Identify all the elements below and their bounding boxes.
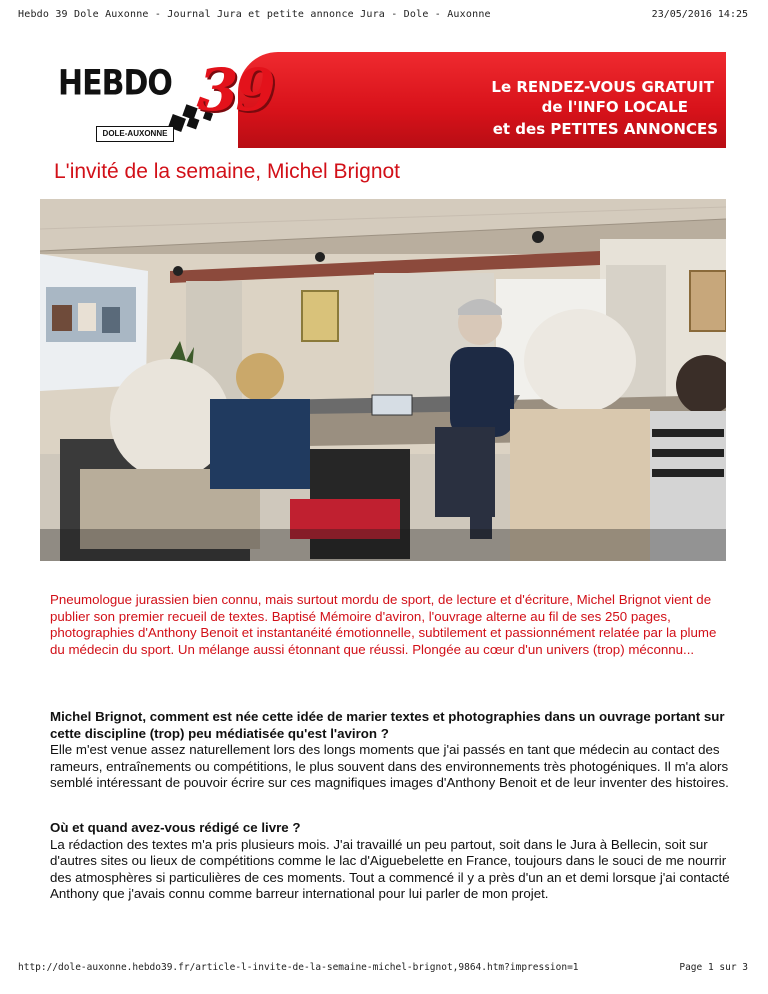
tagline-line-1: Le RENDEZ-VOUS GRATUIT xyxy=(491,78,714,96)
logo-number: 39 xyxy=(198,56,273,124)
print-header xyxy=(0,0,768,22)
logo-word: HEBDO xyxy=(58,63,172,104)
tagline-line-2: de l'INFO LOCALE xyxy=(541,98,688,116)
tagline-line-3: et des PETITES ANNONCES xyxy=(492,120,718,138)
qa-block-1 xyxy=(50,709,730,792)
print-datetime: 23/05/2016 14:25 xyxy=(651,9,748,20)
qa-block-2 xyxy=(50,820,730,903)
question-1: Michel Brignot, comment est née cette idée de marier textes et photographies dans un ouvrage portant sur cette discipline (trop) peu médiatisée qu'est l'aviron ? xyxy=(50,709,725,741)
site-banner[interactable] xyxy=(48,52,726,148)
banner-tagline-panel xyxy=(238,52,726,148)
logo-city: DOLE-AUXONNE xyxy=(96,126,174,142)
question-2: Où et quand avez-vous rédigé ce livre ? xyxy=(50,820,301,835)
answer-2: La rédaction des textes m'a pris plusieurs mois. J'ai travaillé un peu partout, soit dans le Jura à Bellecin, soit sur d'autres sites ou lieux de compétitions comme le lac d'Aiguebelette en France, toujours dans le souci de me nourrir des atmosphères si particulières de ces moments. Tout a commencé il y a près d'un an et demi lorsque j'ai contacté Anthony que j'avais connu comme barreur international pour lui parler de mon projet. xyxy=(50,836,730,902)
page-indicator: Page 1 sur 3 xyxy=(679,962,748,973)
print-url[interactable]: http://dole-auxonne.hebdo39.fr/article-l-invite-de-la-semaine-michel-brignot,9864.htm?impression=1 xyxy=(18,962,579,973)
article-title: L'invité de la semaine, Michel Brignot xyxy=(54,160,401,183)
article-lead: Pneumologue jurassien bien connu, mais surtout mordu de sport, de lecture et d'écriture, Michel Brignot vient de publier son premier recueil de textes. Baptisé Mémoire d'aviron, l'ouvrage alterne au fil de ses 250 pages, photographies d'Anthony Benoit et instantanéité émotionnelle, subtilement et passionnément relatée par la plume du médecin du sport. Un mélange aussi étonnant que réussi. Plongée au cœur d'un univers (trop) méconnu... xyxy=(50,592,717,657)
answer-1: Elle m'est venue assez naturellement lors des longs moments que j'ai passés en tant que médecin au contact des rameurs, entraînements ou compétitions, le plus souvent dans des environnements très photogéniques. Il m'a alors semblé intéressant de pouvoir écrire sur ces magnifiques images d'Anthony Benoit et de leur inventer des histoires. xyxy=(50,742,729,791)
print-page-title: Hebdo 39 Dole Auxonne - Journal Jura et petite annonce Jura - Dole - Auxonne xyxy=(18,9,491,20)
article-photo xyxy=(40,199,726,561)
